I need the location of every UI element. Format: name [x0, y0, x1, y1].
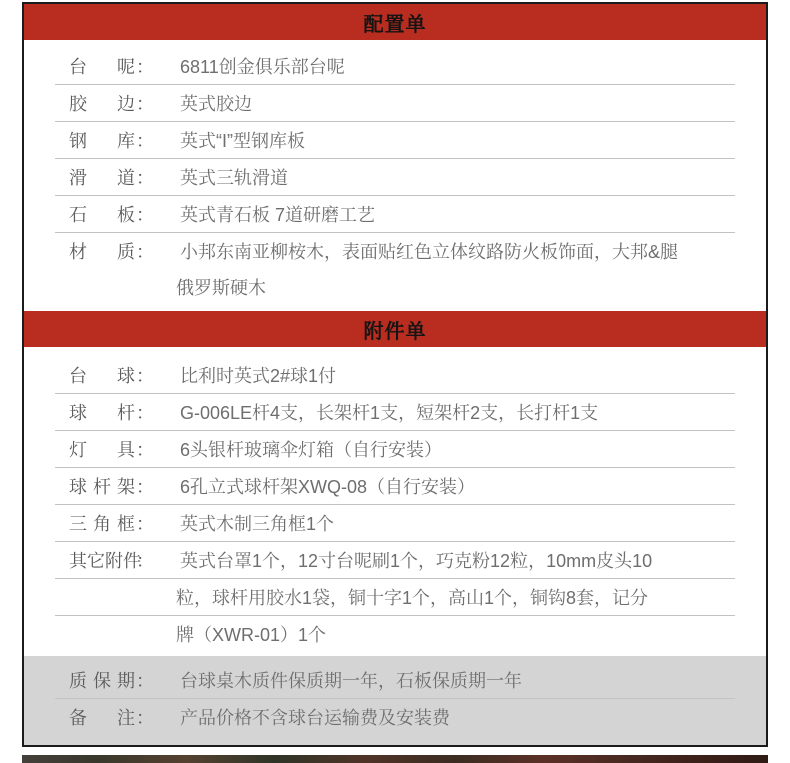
row-value: 产品价格不含球台运输费及安装费: [180, 708, 450, 728]
row-label: 其它附件: [69, 551, 141, 571]
row-value: 英式胶边: [180, 94, 252, 114]
row-value: 英式青石板 7道研磨工艺: [180, 205, 376, 225]
accessory-header-band: [24, 311, 766, 347]
spec-row-line: [24, 542, 766, 578]
row-value: 英式木制三角框1个: [180, 514, 335, 534]
row-value: 英式“I”型钢库板: [180, 131, 305, 151]
spec-row-line: [24, 269, 766, 305]
row-label: 球杆架: [69, 477, 135, 497]
row-value: 俄罗斯硬木: [176, 278, 266, 298]
accessory-rows: [24, 347, 766, 656]
row-label: 备注: [69, 708, 135, 728]
spec-row-line: [24, 431, 766, 467]
row-value: 6头银杆玻璃伞灯箱（自行安装）: [180, 440, 443, 460]
row-label: 钢库: [69, 131, 135, 151]
row-colon: ：: [136, 131, 154, 151]
row-label: 三角框: [69, 514, 135, 534]
row-colon: ：: [136, 708, 154, 728]
row-colon: ：: [136, 514, 154, 534]
spec-row-line: [24, 85, 766, 121]
row-label: 石板: [69, 205, 135, 225]
row-value: 英式三轨滑道: [180, 168, 288, 188]
row-colon: ：: [136, 440, 154, 460]
row-label: 灯具: [69, 440, 135, 460]
spec-row-line: [24, 159, 766, 195]
spec-row-line: [24, 662, 766, 698]
warranty-section: [24, 656, 766, 745]
row-label: 球杆: [69, 403, 135, 423]
spec-row-line: [24, 616, 766, 652]
accessory-header-title: 附件单: [363, 320, 427, 343]
row-colon: ：: [136, 551, 154, 571]
row-value: 英式台罩1个，12寸台呢刷1个，巧克粉12粒，10mm皮头10: [180, 551, 653, 571]
row-colon: ：: [136, 168, 154, 188]
row-colon: ：: [136, 242, 154, 262]
row-value: G-006LE杆4支，长架杆1支，短架杆2支，长打杆1支: [180, 403, 599, 423]
spec-row-line: [24, 122, 766, 158]
spec-row-line: [24, 579, 766, 615]
row-colon: ：: [136, 403, 154, 423]
row-value: 牌（XWR-01）1个: [176, 625, 327, 645]
config-header-title: 配置单: [363, 13, 427, 36]
spec-row-line: [24, 233, 766, 269]
config-header-band: [24, 4, 766, 40]
row-colon: ：: [136, 57, 154, 77]
row-value: 粒，球杆用胶水1袋，铜十字1个，高山1个，铜钩8套，记分: [176, 588, 649, 608]
row-colon: ：: [136, 366, 154, 386]
row-colon: ：: [136, 477, 154, 497]
row-label: 台呢: [69, 57, 135, 77]
spec-sheet: [22, 2, 768, 747]
row-value: 6孔立式球杆架XWQ-08（自行安装）: [180, 477, 476, 497]
row-colon: ：: [136, 94, 154, 114]
row-colon: ：: [136, 671, 154, 691]
row-label: 材质: [69, 242, 135, 262]
row-value: 台球桌木质件保质期一年，石板保质期一年: [180, 671, 522, 691]
spec-row-line: [24, 699, 766, 735]
spec-row-line: [24, 468, 766, 504]
config-rows: [24, 40, 766, 311]
row-value: 6811创金俱乐部台呢: [180, 57, 345, 77]
row-label: 台球: [69, 366, 135, 386]
row-label: 胶边: [69, 94, 135, 114]
spec-row-line: [24, 357, 766, 393]
spec-row-line: [24, 48, 766, 84]
spec-row-line: [24, 196, 766, 232]
row-value: 小邦东南亚柳桉木，表面贴红色立体纹路防火板饰面，大邦&腿: [180, 242, 679, 262]
spec-row-line: [24, 505, 766, 541]
row-value: 比利时英式2#球1付: [180, 366, 337, 386]
row-label: 滑道: [69, 168, 135, 188]
row-colon: ：: [136, 205, 154, 225]
row-label: 质保期: [69, 671, 135, 691]
next-image-photo-strip: [22, 755, 768, 763]
spec-row-line: [24, 394, 766, 430]
